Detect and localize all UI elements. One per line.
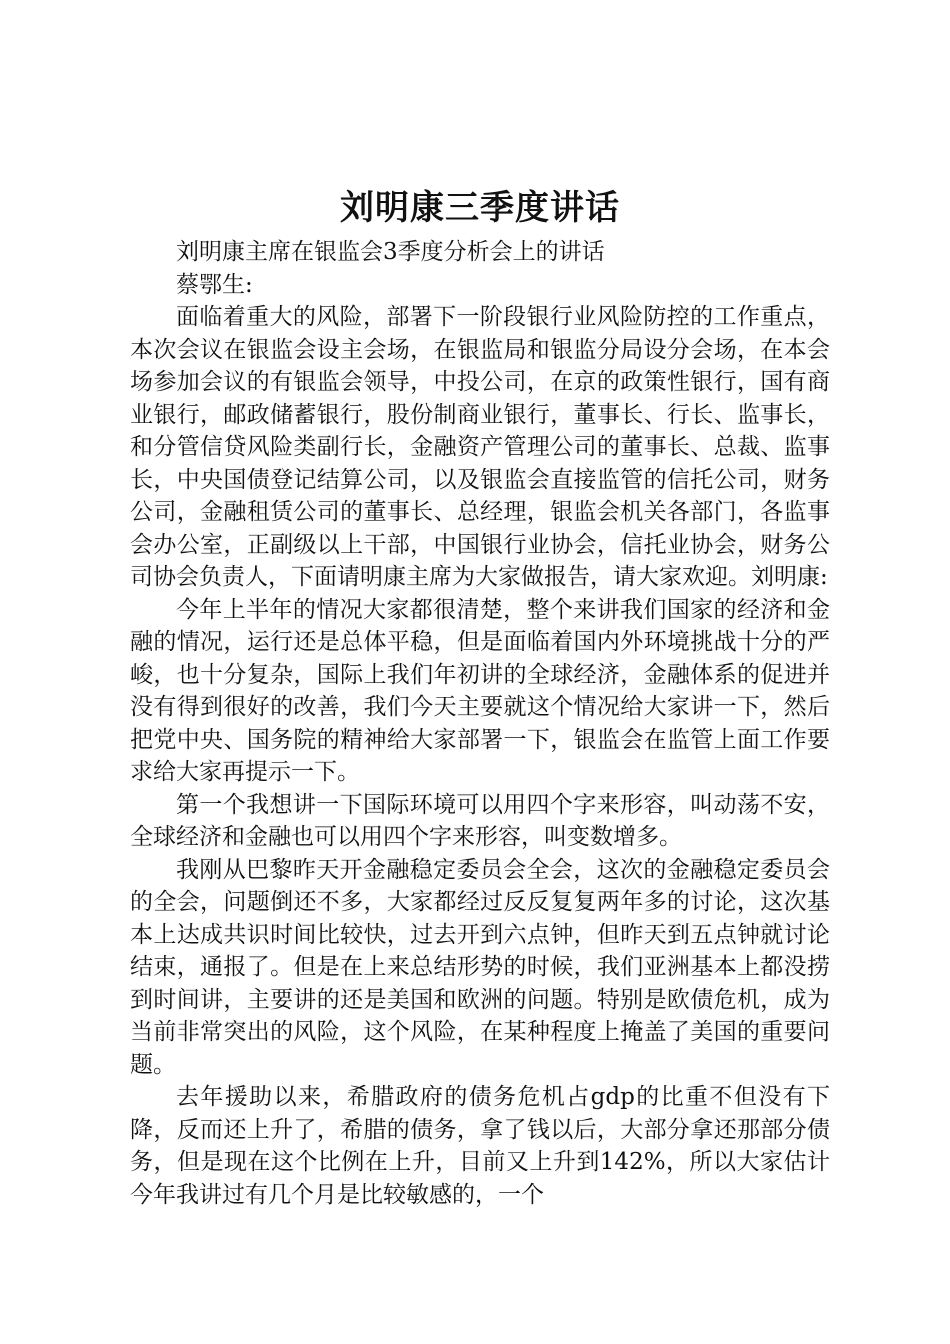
body-paragraph-1: 面临着重大的风险，部署下一阶段银行业风险防控的工作重点，本次会议在银监会设主会场，在银监局和银监分局设分会场，在本会场参加会议的有银监会领导，中投公司，在京的政策性银行，国有商业银行，邮政储蓄银行，股份制商业银行，董事长、行长、监事长，和分管信贷风险类副行长，金融资产管理公司的董事长、总裁、监事长，中央国债登记结算公司，以及银监会直接监管的信托公司，财务公司，金融租赁公司的董事长、总经理，银监会机关各部门，各监事会办公室，正副级以上干部，中国银行业协会，信托业协会，财务公司协会负责人，下面请明康主席为大家做报告，请大家欢迎。刘明康: xyxy=(130,304,830,590)
body-paragraph-3: 第一个我想讲一下国际环境可以用四个字来形容，叫动荡不安，全球经济和金融也可以用四个字来形容，叫变数增多。 xyxy=(130,791,830,850)
body-paragraph-5: 去年援助以来，希腊政府的债务危机占gdp的比重不但没有下降，反而还上升了，希腊的债务，拿了钱以后，大部分拿还那部分债务，但是现在这个比例在上升，目前又上升到142%，所以大家估计今年我讲过有几个月是比较敏感的，一个 xyxy=(130,1084,830,1208)
document-page xyxy=(130,180,830,1211)
body-paragraph-4: 我刚从巴黎昨天开金融稳定委员会全会，这次的金融稳定委员会的全会，问题倒还不多，大家都经过反反复复两年多的讨论，这次基本上达成共识时间比较快，过去开到六点钟，但昨天到五点钟就讨论结束，通报了。但是在上来总结形势的时候，我们亚洲基本上都没捞到时间讲，主要讲的还是美国和欧洲的问题。特别是欧债危机，成为当前非常突出的风险，这个风险，在某种程度上掩盖了美国的重要问题。 xyxy=(130,856,830,1078)
body-paragraph-2: 今年上半年的情况大家都很清楚，整个来讲我们国家的经济和金融的情况，运行还是总体平稳，但是面临着国内外环境挑战十分的严峻，也十分复杂，国际上我们年初讲的全球经济，金融体系的促进并没有得到很好的改善，我们今天主要就这个情况给大家讲一下，然后把党中央、国务院的精神给大家部署一下，银监会在监管上面工作要求给大家再提示一下。 xyxy=(130,596,830,785)
document-title: 刘明康三季度讲话 xyxy=(340,188,620,228)
document-subtitle: 刘明康主席在银监会3季度分析会上的讲话 xyxy=(176,239,605,265)
document-author: 蔡鄂生: xyxy=(176,271,253,298)
